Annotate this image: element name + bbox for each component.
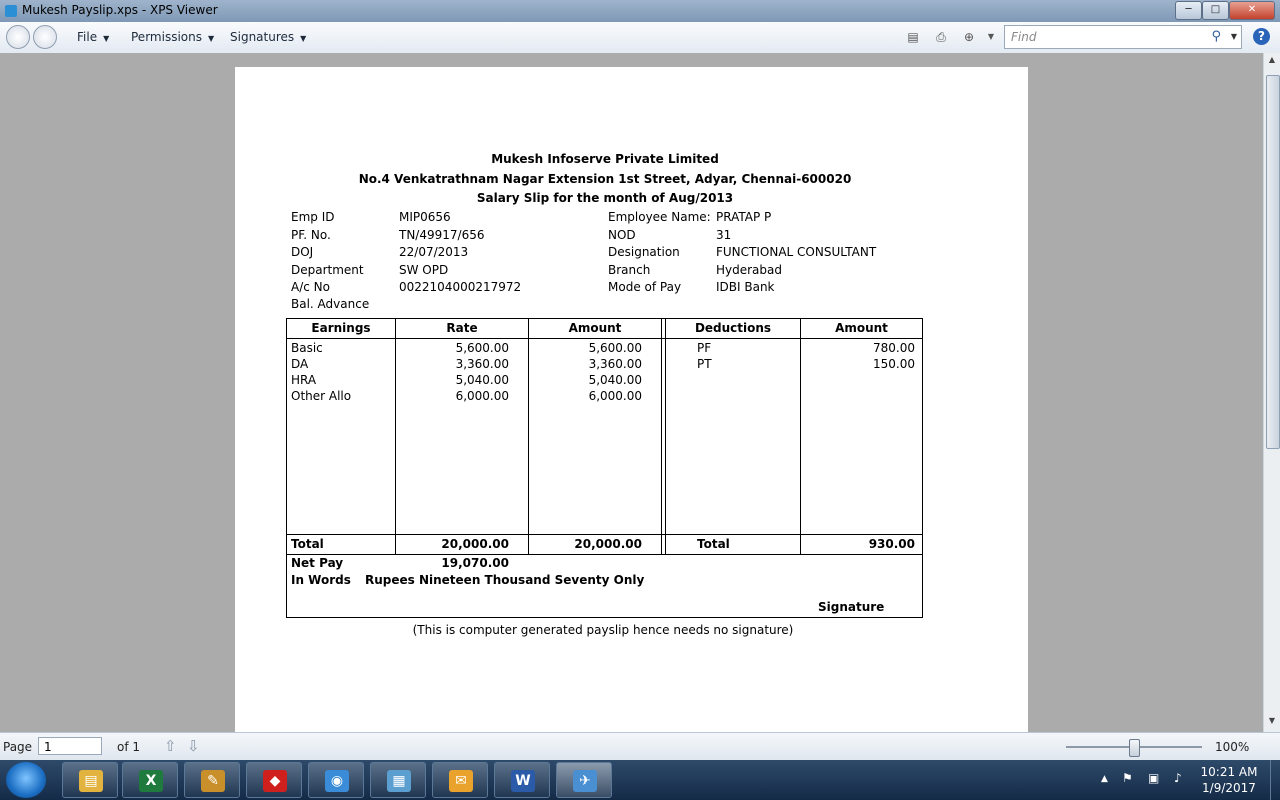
earning-name: Basic	[291, 341, 323, 355]
excel-icon: X	[139, 770, 163, 792]
total-amount: 20,000.00	[574, 537, 642, 551]
taskbar-app-xps-viewer[interactable]	[556, 762, 612, 798]
earning-rate: 5,040.00	[455, 373, 509, 387]
info-value: SW OPD	[399, 263, 449, 277]
table-header-divider	[286, 338, 923, 339]
info-value: 31	[716, 228, 732, 242]
taskbar-app-outlook[interactable]	[432, 762, 488, 798]
footer-note: (This is computer generated payslip hence needs no signature)	[412, 623, 794, 637]
table-border-top	[286, 318, 923, 319]
info-label: Department	[291, 263, 364, 277]
header-earnings: Earnings	[311, 321, 371, 335]
network-icon[interactable]: ▣	[1148, 771, 1160, 785]
info-value: MIP0656	[399, 210, 451, 224]
total-label: Total	[291, 537, 324, 551]
zoom-slider[interactable]	[1066, 746, 1202, 748]
info-value: FUNCTIONAL CONSULTANT	[716, 245, 877, 259]
xps-viewer-icon: ✈	[573, 770, 597, 792]
scroll-down-icon[interactable]: ▼	[1268, 716, 1276, 725]
page-label: Page	[3, 740, 33, 754]
earning-amount: 5,600.00	[588, 341, 642, 355]
back-button[interactable]	[6, 25, 30, 49]
total-rate: 20,000.00	[441, 537, 509, 551]
chevron-down-icon[interactable]: ▼	[987, 32, 995, 41]
net-pay-label: Net Pay	[291, 556, 344, 570]
red-app-icon: ◆	[263, 770, 287, 792]
earning-rate: 5,600.00	[455, 341, 509, 355]
info-value: Hyderabad	[716, 263, 782, 277]
chevron-down-icon: ▼	[207, 34, 215, 43]
status-bar	[0, 732, 1280, 761]
taskbar-app-word[interactable]	[494, 762, 550, 798]
document-viewport[interactable]	[0, 53, 1263, 732]
volume-icon[interactable]: ♪	[1174, 771, 1182, 785]
company-address: No.4 Venkatrathnam Nagar Extension 1st Street, Adyar, Chennai-600020	[358, 172, 852, 186]
search-icon[interactable]: ⚲	[1211, 29, 1221, 44]
task-app-icon: ✎	[201, 770, 225, 792]
start-button[interactable]	[6, 762, 46, 798]
clock-time: 10:21 AM	[1200, 765, 1258, 779]
deduction-amount: 150.00	[873, 357, 915, 371]
earning-name: DA	[291, 357, 309, 371]
info-value: TN/49917/656	[399, 228, 485, 242]
header-rate: Rate	[446, 321, 478, 335]
taskbar	[0, 760, 1280, 800]
header-deduction-amount: Amount	[835, 321, 888, 335]
chrome-icon: ◉	[325, 770, 349, 792]
taskbar-app-chrome[interactable]	[308, 762, 364, 798]
table-border-left	[286, 318, 287, 618]
zoom-slider-thumb[interactable]	[1129, 739, 1140, 757]
file-menu[interactable]: File ▼	[77, 30, 110, 44]
table-col-divider	[665, 318, 666, 555]
window-title: Mukesh Payslip.xps - XPS Viewer	[22, 3, 218, 17]
table-total-divider-bottom	[286, 554, 923, 555]
taskbar-app-notepad[interactable]	[370, 762, 426, 798]
page-number-input[interactable]: 1	[38, 737, 102, 755]
taskbar-app-excel[interactable]	[122, 762, 178, 798]
print-icon[interactable]: ⎙	[936, 30, 946, 44]
previous-page-icon[interactable]: ⇧	[164, 737, 177, 755]
signatures-menu[interactable]: Signatures ▼	[230, 30, 307, 44]
info-label: A/c No	[291, 280, 330, 294]
xps-app-icon	[5, 5, 17, 17]
in-words-label: In Words	[291, 573, 351, 587]
action-center-icon[interactable]: ⚑	[1122, 771, 1133, 785]
title-bar	[0, 0, 1280, 22]
table-col-divider	[661, 318, 662, 555]
total-deductions-amount: 930.00	[868, 537, 915, 551]
table-border-right	[922, 318, 923, 618]
word-icon: W	[511, 770, 535, 792]
search-input[interactable]: Find ⚲ ▼	[1004, 25, 1242, 49]
in-words-value: Rupees Nineteen Thousand Seventy Only	[365, 573, 645, 587]
deduction-amount: 780.00	[873, 341, 915, 355]
chevron-down-icon: ▼	[103, 34, 110, 43]
signature-label: Signature	[818, 600, 885, 614]
info-label: DOJ	[291, 245, 314, 259]
earning-amount: 5,040.00	[588, 373, 642, 387]
close-button[interactable]: ✕	[1229, 1, 1275, 20]
info-label: Emp ID	[291, 210, 335, 224]
taskbar-app-red-app[interactable]	[246, 762, 302, 798]
info-label: NOD	[608, 228, 636, 242]
zoom-level: 100%	[1215, 740, 1250, 754]
chevron-down-icon[interactable]: ▼	[1230, 32, 1237, 41]
outlook-icon: ✉	[449, 770, 473, 792]
company-name: Mukesh Infoserve Private Limited	[491, 152, 719, 166]
info-value: PRATAP P	[716, 210, 772, 224]
info-label: Branch	[608, 263, 651, 277]
minimize-button[interactable]: ─	[1175, 1, 1202, 20]
deduction-name: PF	[697, 341, 712, 355]
header-amount: Amount	[568, 321, 622, 335]
earning-name: HRA	[291, 373, 317, 387]
next-page-icon[interactable]: ⇩	[187, 737, 200, 755]
total-deductions-label: Total	[697, 537, 730, 551]
file-explorer-icon: ▤	[79, 770, 103, 792]
earning-amount: 6,000.00	[588, 389, 642, 403]
info-value: 22/07/2013	[399, 245, 469, 259]
chevron-down-icon: ▼	[300, 34, 307, 43]
earning-rate: 6,000.00	[455, 389, 509, 403]
outline-icon[interactable]: ▤	[907, 30, 919, 44]
notepad-icon: ▦	[387, 770, 411, 792]
deduction-name: PT	[697, 357, 712, 371]
maximize-button[interactable]: □	[1202, 1, 1229, 20]
slip-title: Salary Slip for the month of Aug/2013	[476, 191, 734, 205]
toolbar	[0, 22, 1280, 54]
vertical-scrollbar[interactable]	[1263, 53, 1280, 732]
permissions-menu[interactable]: Permissions ▼	[131, 30, 215, 44]
info-label: Designation	[608, 245, 680, 259]
earning-rate: 3,360.00	[455, 357, 509, 371]
payslip-page	[235, 67, 1028, 732]
info-value: IDBI Bank	[716, 280, 775, 294]
table-border-bottom	[286, 617, 923, 618]
scrollbar-thumb[interactable]	[1266, 75, 1280, 449]
earning-amount: 3,360.00	[588, 357, 642, 371]
clock-date: 1/9/2017	[1202, 781, 1256, 795]
taskbar-app-task-app[interactable]	[184, 762, 240, 798]
help-icon[interactable]: ?	[1253, 28, 1270, 45]
scroll-up-icon[interactable]: ▲	[1268, 55, 1276, 64]
tray-expand-icon[interactable]: ▲	[1101, 774, 1108, 784]
table-total-divider-top	[286, 534, 923, 535]
earning-name: Other Allo	[291, 389, 352, 403]
info-label: Employee Name:	[608, 210, 711, 224]
show-desktop-button[interactable]	[1270, 760, 1280, 800]
page-count: of 1	[117, 740, 141, 754]
info-label: Bal. Advance	[291, 297, 370, 311]
net-pay-value: 19,070.00	[441, 556, 509, 570]
info-label: PF. No.	[291, 228, 331, 242]
info-value: 0022104000217972	[399, 280, 522, 294]
taskbar-app-file-explorer[interactable]	[62, 762, 118, 798]
zoom-icon[interactable]: ⊕	[963, 30, 975, 44]
forward-button[interactable]	[33, 25, 57, 49]
header-deductions: Deductions	[694, 321, 772, 335]
info-label: Mode of Pay	[608, 280, 682, 294]
clock[interactable]	[1195, 764, 1263, 796]
